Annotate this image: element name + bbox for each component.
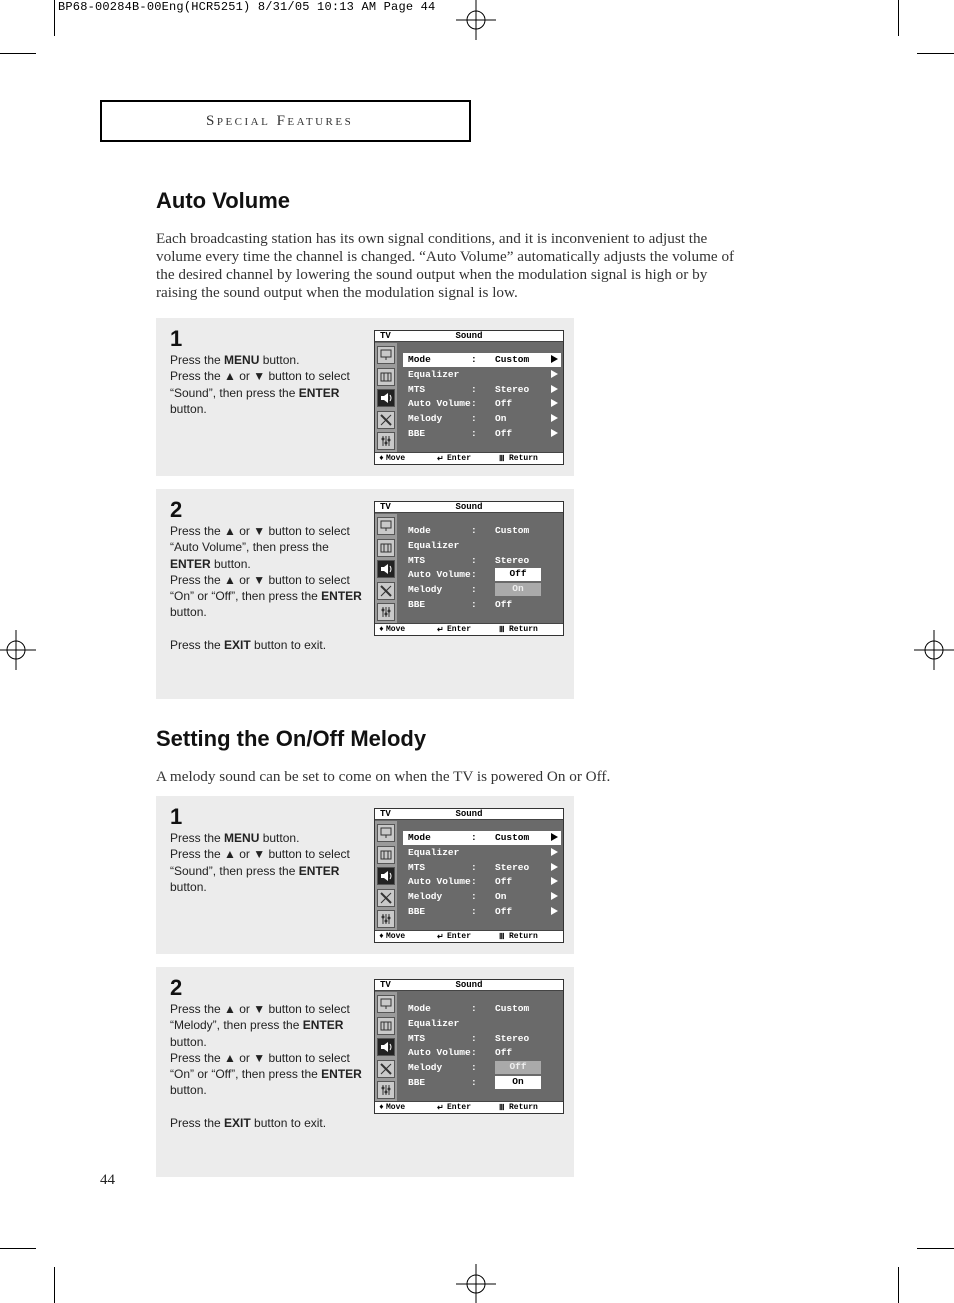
osd-colon: : xyxy=(471,906,477,917)
osd-row-value: Custom xyxy=(495,525,530,536)
osd-colon: : xyxy=(471,599,477,610)
osd-sound-menu xyxy=(374,808,564,943)
osd-footer xyxy=(375,930,563,942)
osd-row-value: Stereo xyxy=(495,1032,530,1044)
osd-enter-label: Enter xyxy=(447,454,472,463)
picture-icon[interactable] xyxy=(377,346,395,364)
osd-colon: : xyxy=(471,1047,477,1059)
input-icon[interactable] xyxy=(377,910,395,928)
sound-icon[interactable] xyxy=(377,1038,395,1056)
osd-row-value: Off xyxy=(495,398,513,410)
osd-row-value: Stereo xyxy=(495,554,530,566)
instruction-line: “Melody”, then press the ENTER xyxy=(170,1018,344,1033)
osd-row-value: Off xyxy=(495,1061,541,1074)
up-down-icon: ♦ xyxy=(379,625,384,634)
osd-row[interactable] xyxy=(403,875,561,889)
osd-title: Sound xyxy=(455,980,483,990)
osd-title: Sound xyxy=(455,331,483,341)
osd-icon-sidebar xyxy=(375,992,397,1101)
osd-sound-menu xyxy=(374,501,564,636)
osd-row[interactable] xyxy=(403,1032,561,1046)
osd-row-label: MTS xyxy=(408,383,426,395)
osd-row[interactable] xyxy=(403,524,561,538)
instruction-line: “Sound”, then press the ENTER xyxy=(170,385,340,400)
up-down-icon: ♦ xyxy=(379,1103,384,1112)
registration-mark-icon xyxy=(0,630,36,670)
enter-icon: ↵ xyxy=(437,455,444,464)
instruction-line: button. xyxy=(170,605,207,620)
osd-row-label: Equalizer xyxy=(408,539,460,551)
intro-line: the desired channel by lowering the sound output when the modulation signal is high or by xyxy=(156,266,708,283)
up-down-icon: ♦ xyxy=(379,932,384,941)
osd-return-label: Return xyxy=(509,625,538,634)
osd-row-value: Off xyxy=(495,428,513,439)
crop-mark xyxy=(0,1248,36,1249)
osd-row-label: Auto Volume xyxy=(408,569,471,581)
instruction-line: button. xyxy=(170,1083,207,1098)
osd-row-value: On xyxy=(495,1076,541,1089)
osd-colon: : xyxy=(471,832,477,843)
step-instructions xyxy=(170,830,370,895)
osd-row[interactable] xyxy=(403,383,561,397)
crop-mark xyxy=(898,1267,899,1303)
registration-mark-icon xyxy=(456,1264,496,1303)
step-number: 1 xyxy=(170,804,183,829)
osd-colon: : xyxy=(471,891,477,903)
channel-icon[interactable] xyxy=(377,1017,395,1035)
osd-icon-sidebar xyxy=(375,821,397,930)
osd-row-value: Off xyxy=(495,568,541,581)
osd-row-label: Mode xyxy=(408,525,431,536)
osd-row-value: On xyxy=(495,891,507,903)
osd-tv-label: TV xyxy=(380,502,391,512)
instruction-line xyxy=(170,621,370,637)
setup-icon[interactable] xyxy=(377,889,395,907)
menu-icon: Ⅲ xyxy=(499,455,505,464)
instruction-line: Press the ▲ or ▼ button to select xyxy=(170,1050,350,1065)
enter-icon: ↵ xyxy=(437,626,444,635)
osd-row-label: BBE xyxy=(408,906,426,917)
osd-row-label: Equalizer xyxy=(408,368,460,380)
right-arrow-icon xyxy=(551,399,558,407)
osd-footer xyxy=(375,623,563,635)
right-arrow-icon xyxy=(551,414,558,422)
osd-row[interactable] xyxy=(403,905,561,919)
instruction-line: Press the ▲ or ▼ button to select xyxy=(170,572,350,587)
osd-move-label: Move xyxy=(386,454,406,463)
osd-colon: : xyxy=(471,428,477,439)
instruction-line: “On” or “Off”, then press the ENTER xyxy=(170,1067,362,1082)
osd-row[interactable] xyxy=(403,368,561,382)
instruction-line xyxy=(170,1099,370,1115)
osd-row-value: Off xyxy=(495,1047,513,1059)
menu-icon: Ⅲ xyxy=(499,1104,505,1113)
setup-icon[interactable] xyxy=(377,411,395,429)
osd-row-label: BBE xyxy=(408,428,426,439)
osd-row[interactable] xyxy=(403,1046,561,1060)
registration-mark-icon xyxy=(456,0,496,40)
osd-header xyxy=(375,502,563,513)
osd-return-label: Return xyxy=(509,1103,538,1112)
osd-header xyxy=(375,331,563,342)
instruction-line: “On” or “Off”, then press the ENTER xyxy=(170,589,362,604)
crop-mark xyxy=(917,1248,954,1249)
osd-tv-label: TV xyxy=(380,331,391,341)
osd-move-label: Move xyxy=(386,625,406,634)
crop-mark xyxy=(917,53,954,54)
osd-move-label: Move xyxy=(386,1103,406,1112)
step-number: 1 xyxy=(170,326,183,351)
picture-icon[interactable] xyxy=(377,517,395,535)
osd-row-value: On xyxy=(495,583,541,596)
print-slug: BP68-00284B-00Eng(HCR5251) 8/31/05 10:13 AM Page 44 xyxy=(58,0,436,14)
osd-row-label: Melody xyxy=(408,413,443,425)
osd-colon: : xyxy=(471,554,477,566)
intro-line: raising the sound output when the modulation signal is low. xyxy=(156,284,518,301)
osd-enter-label: Enter xyxy=(447,932,472,941)
osd-row-value: Off xyxy=(495,906,513,917)
osd-enter-label: Enter xyxy=(447,1103,472,1112)
osd-row[interactable] xyxy=(403,861,561,875)
osd-colon: : xyxy=(471,1077,477,1088)
osd-row-value: Custom xyxy=(495,832,530,843)
osd-row-label: BBE xyxy=(408,1077,426,1088)
osd-row-label: Melody xyxy=(408,891,443,903)
osd-colon: : xyxy=(471,861,477,873)
osd-tv-label: TV xyxy=(380,980,391,990)
osd-colon: : xyxy=(471,1003,477,1014)
enter-icon: ↵ xyxy=(437,1104,444,1113)
crop-mark xyxy=(0,53,36,54)
instruction-line: Press the EXIT button to exit. xyxy=(170,638,327,653)
osd-row[interactable] xyxy=(403,539,561,553)
crop-mark xyxy=(54,1267,55,1303)
osd-row-label: BBE xyxy=(408,599,426,610)
section-label-box xyxy=(100,100,471,142)
picture-icon[interactable] xyxy=(377,995,395,1013)
input-icon[interactable] xyxy=(377,603,395,621)
osd-row-label: Auto Volume xyxy=(408,1047,471,1059)
up-down-icon: ♦ xyxy=(379,454,384,463)
osd-row[interactable] xyxy=(403,412,561,426)
step-instructions xyxy=(170,523,370,653)
instruction-line: Press the MENU button. xyxy=(170,353,300,367)
osd-colon: : xyxy=(471,876,477,888)
osd-colon: : xyxy=(471,413,477,425)
osd-row-value: Off xyxy=(495,599,513,610)
step-panel xyxy=(156,318,574,476)
step-instructions xyxy=(170,352,370,417)
osd-row-value: Custom xyxy=(495,354,530,365)
osd-row-label: Mode xyxy=(408,1003,431,1014)
osd-icon-sidebar xyxy=(375,343,397,452)
setup-icon[interactable] xyxy=(377,1060,395,1078)
osd-row[interactable] xyxy=(403,890,561,904)
osd-move-label: Move xyxy=(386,932,406,941)
enter-icon: ↵ xyxy=(437,933,444,942)
osd-colon: : xyxy=(471,354,477,365)
osd-row-label: Mode xyxy=(408,832,431,843)
instruction-line: Press the ▲ or ▼ button to select xyxy=(170,524,350,538)
osd-return-label: Return xyxy=(509,454,538,463)
picture-icon[interactable] xyxy=(377,824,395,842)
osd-header xyxy=(375,980,563,991)
right-arrow-icon xyxy=(551,877,558,885)
osd-row[interactable] xyxy=(403,554,561,568)
input-icon[interactable] xyxy=(377,432,395,450)
instruction-line: Press the ▲ or ▼ button to select xyxy=(170,369,350,384)
right-arrow-icon xyxy=(551,892,558,900)
osd-row[interactable] xyxy=(403,583,561,597)
osd-row[interactable] xyxy=(403,1076,561,1090)
osd-sound-menu xyxy=(374,330,564,465)
melody-intro: A melody sound can be set to come on when the TV is powered On or Off. xyxy=(156,768,611,785)
sound-icon[interactable] xyxy=(377,560,395,578)
right-arrow-icon xyxy=(551,385,558,393)
osd-row-value: Off xyxy=(495,876,513,888)
osd-row[interactable] xyxy=(403,1002,561,1016)
osd-icon-sidebar xyxy=(375,514,397,623)
osd-title: Sound xyxy=(455,809,483,819)
osd-row-label: Equalizer xyxy=(408,1017,460,1029)
page-number: 44 xyxy=(100,1172,115,1188)
osd-title: Sound xyxy=(455,502,483,512)
step-panel xyxy=(156,967,574,1177)
step-panel xyxy=(156,796,574,954)
setup-icon[interactable] xyxy=(377,582,395,600)
crop-mark xyxy=(898,0,899,36)
osd-row-label: Melody xyxy=(408,584,443,596)
osd-row-label: Mode xyxy=(408,354,431,365)
osd-row[interactable] xyxy=(403,353,561,367)
instruction-line: button. xyxy=(170,879,207,894)
osd-row-value: Stereo xyxy=(495,861,530,873)
crop-mark xyxy=(54,0,55,36)
osd-footer xyxy=(375,1101,563,1113)
osd-row-value: Custom xyxy=(495,1003,530,1014)
step-instructions xyxy=(170,1001,370,1131)
instruction-line: “Auto Volume”, then press the xyxy=(170,540,329,555)
intro-line: volume every time the channel is changed. “Auto Volume” automatically adjusts the volume of xyxy=(156,248,735,265)
osd-row-value: Stereo xyxy=(495,383,530,395)
registration-mark-icon xyxy=(914,630,954,670)
channel-icon[interactable] xyxy=(377,539,395,557)
osd-row-label: MTS xyxy=(408,1032,426,1044)
step-number: 2 xyxy=(170,497,183,522)
right-arrow-icon xyxy=(551,907,558,915)
menu-icon: Ⅲ xyxy=(499,933,505,942)
osd-row-label: Equalizer xyxy=(408,846,460,858)
channel-icon[interactable] xyxy=(377,846,395,864)
osd-row[interactable] xyxy=(403,427,561,441)
osd-return-label: Return xyxy=(509,932,538,941)
osd-row[interactable] xyxy=(403,1061,561,1075)
auto-volume-heading: Auto Volume xyxy=(156,188,291,213)
osd-row[interactable] xyxy=(403,598,561,612)
intro-line: Each broadcasting station has its own signal conditions, and it is inconvenient to adjust the xyxy=(156,230,708,247)
right-arrow-icon xyxy=(551,863,558,871)
instruction-line: Press the MENU button. xyxy=(170,831,300,845)
osd-enter-label: Enter xyxy=(447,625,472,634)
melody-heading: Setting the On/Off Melody xyxy=(156,726,427,751)
osd-tv-label: TV xyxy=(380,809,391,819)
osd-row-label: MTS xyxy=(408,554,426,566)
section-label: Special Features xyxy=(206,113,354,129)
osd-colon: : xyxy=(471,398,477,410)
instruction-line: button. xyxy=(170,1034,207,1049)
instruction-line: Press the ▲ or ▼ button to select xyxy=(170,847,350,862)
sound-icon[interactable] xyxy=(377,389,395,407)
osd-colon: : xyxy=(471,584,477,596)
osd-row[interactable] xyxy=(403,1017,561,1031)
right-arrow-icon xyxy=(551,370,558,378)
step-panel xyxy=(156,489,574,699)
osd-footer xyxy=(375,452,563,464)
instruction-line: button. xyxy=(170,401,207,416)
sound-icon[interactable] xyxy=(377,867,395,885)
osd-colon: : xyxy=(471,569,477,581)
input-icon[interactable] xyxy=(377,1081,395,1099)
osd-colon: : xyxy=(471,1062,477,1074)
right-arrow-icon xyxy=(551,848,558,856)
menu-icon: Ⅲ xyxy=(499,626,505,635)
auto-volume-intro xyxy=(156,230,784,302)
step-number: 2 xyxy=(170,975,183,1000)
osd-row[interactable] xyxy=(403,831,561,845)
instruction-line: ENTER button. xyxy=(170,556,251,571)
osd-row[interactable] xyxy=(403,568,561,582)
channel-icon[interactable] xyxy=(377,368,395,386)
instruction-line: “Sound”, then press the ENTER xyxy=(170,863,340,878)
osd-header xyxy=(375,809,563,820)
osd-sound-menu xyxy=(374,979,564,1114)
right-arrow-icon xyxy=(551,355,558,363)
osd-row-label: Melody xyxy=(408,1062,443,1074)
instruction-line: Press the ▲ or ▼ button to select xyxy=(170,1002,350,1016)
osd-row-label: MTS xyxy=(408,861,426,873)
osd-row-label: Auto Volume xyxy=(408,876,471,888)
right-arrow-icon xyxy=(551,429,558,437)
osd-row[interactable] xyxy=(403,397,561,411)
right-arrow-icon xyxy=(551,833,558,841)
osd-colon: : xyxy=(471,525,477,536)
instruction-line: Press the EXIT button to exit. xyxy=(170,1116,327,1131)
osd-row[interactable] xyxy=(403,846,561,860)
osd-colon: : xyxy=(471,383,477,395)
osd-row-value: On xyxy=(495,413,507,425)
osd-colon: : xyxy=(471,1032,477,1044)
osd-row-label: Auto Volume xyxy=(408,398,471,410)
